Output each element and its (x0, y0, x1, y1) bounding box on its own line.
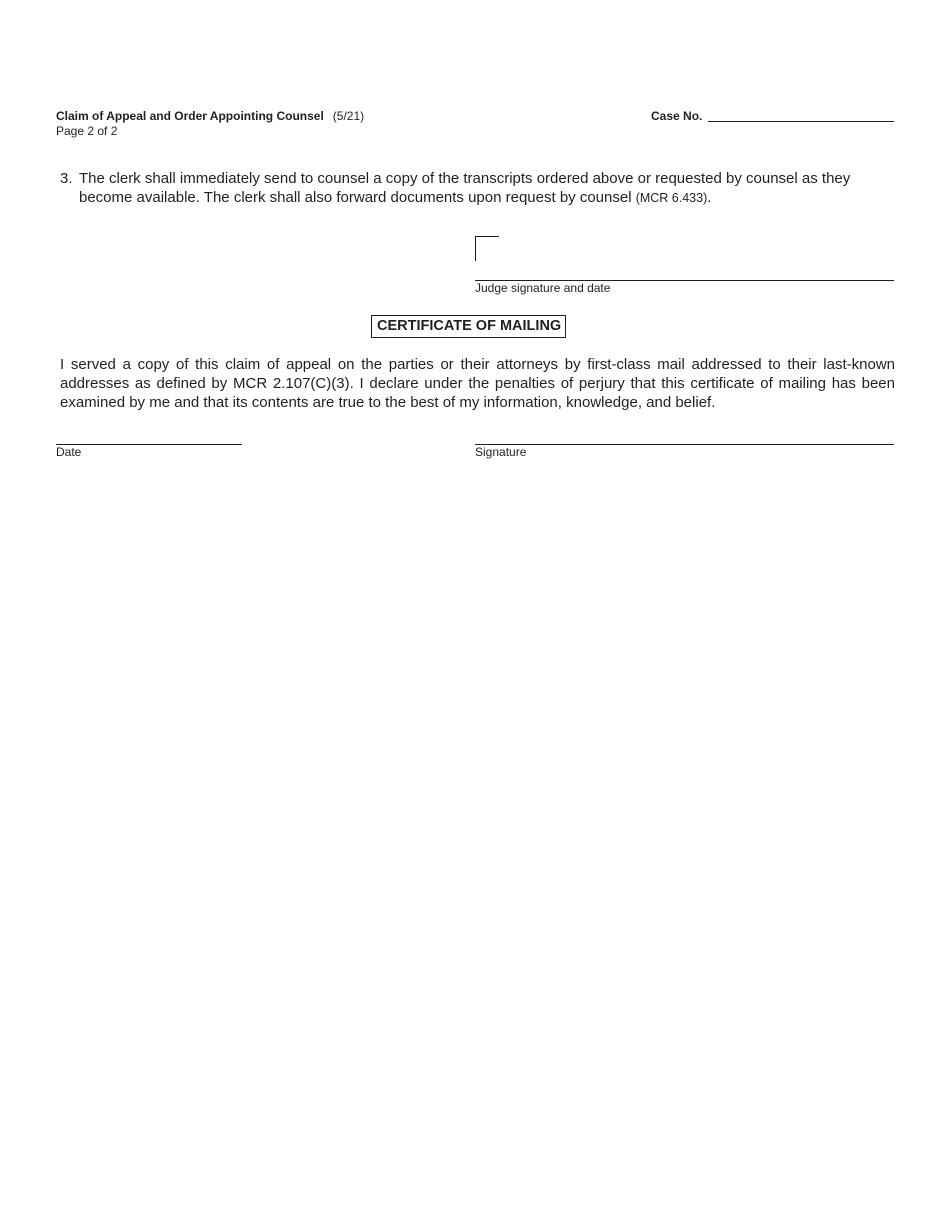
page-indicator: Page 2 of 2 (56, 124, 118, 138)
case-number-field[interactable] (708, 107, 894, 122)
form-revision: (5/21) (332, 109, 365, 123)
certificate-heading: CERTIFICATE OF MAILING (371, 315, 566, 338)
form-title-line (56, 109, 364, 123)
judge-signature-corner-mark (475, 236, 499, 261)
item-text-body: The clerk shall immediately send to counsel a copy of the transcripts ordered above or requested by counsel as they become available. The clerk shall also forward documents upon request by counsel (79, 170, 851, 206)
item-citation: (MCR 6.433) (635, 191, 708, 205)
item-number: 3. (60, 170, 73, 187)
judge-signature-label: Judge signature and date (475, 281, 611, 295)
signature-label: Signature (475, 445, 527, 459)
date-field-line[interactable] (56, 444, 242, 445)
item-end-punctuation: . (707, 189, 712, 206)
form-title: Claim of Appeal and Order Appointing Counsel (56, 109, 324, 123)
signature-field-line[interactable] (475, 444, 894, 445)
case-number-label: Case No. (651, 109, 703, 123)
certificate-body: I served a copy of this claim of appeal on the parties or their attorneys by first-class mail addressed to their last-known addresses as defined by MCR 2.107(C)(3). I declare under the penalties of perjury that this certificate of mailing has been examined by me and that its contents are true to the best of my information, knowledge, and belief. (60, 356, 895, 411)
date-label: Date (56, 445, 82, 459)
item-text (79, 169, 895, 208)
order-item-3 (60, 169, 895, 208)
